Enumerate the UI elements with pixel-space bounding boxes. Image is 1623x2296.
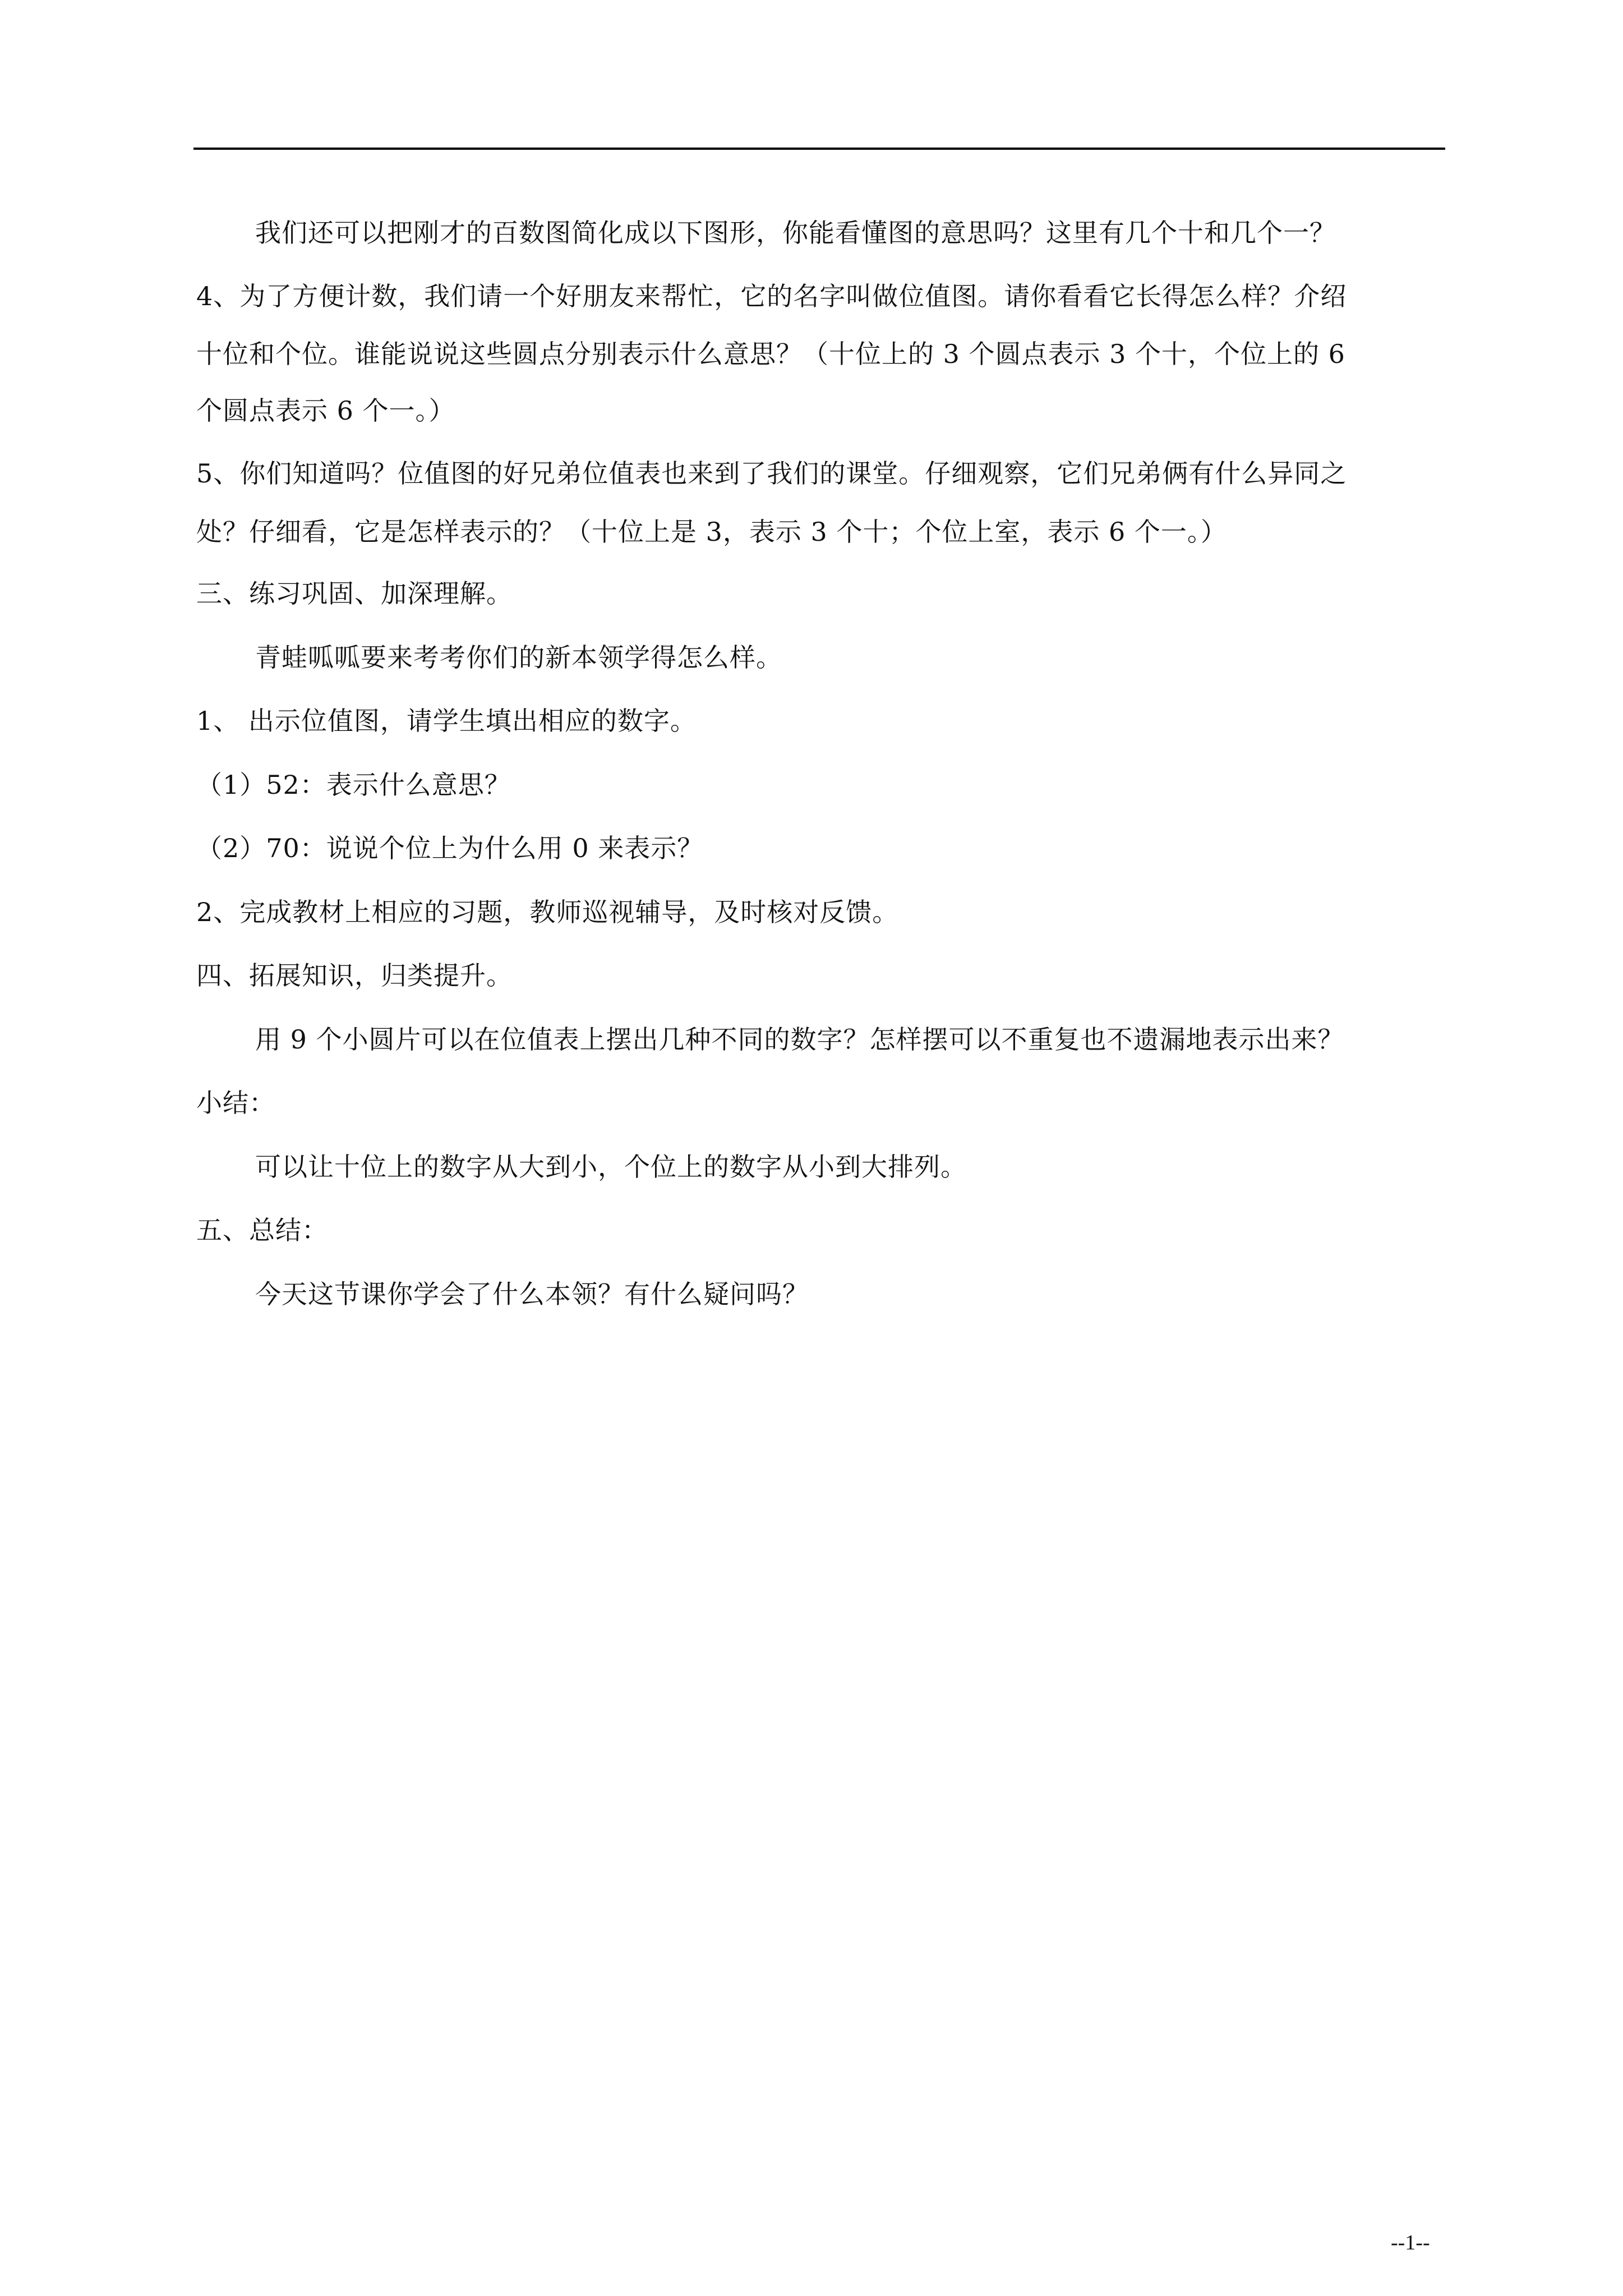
paragraph-exercise-1-a: （1）52：表示什么意思？ [196, 770, 511, 800]
section-heading-practice: 三、练习巩固、加深理解。 [196, 578, 513, 609]
paragraph-simplified-figure: 我们还可以把刚才的百数图简化成以下图形，你能看懂图的意思吗？这里有几个十和几个一？ [255, 218, 1336, 248]
page-number: --1-- [1391, 2231, 1430, 2254]
paragraph-summary-label: 小结： [196, 1088, 275, 1118]
paragraph-exercise-2: 2、完成教材上相应的习题，教师巡视辅导，及时核对反馈。 [196, 897, 899, 927]
paragraph-step-4: 4、为了方便计数，我们请一个好朋友来帮忙，它的名字叫做位值图。请你看看它长得怎么样？介绍 [196, 281, 1347, 311]
paragraph-step-5: 5、你们知道吗？位值图的好兄弟位值表也来到了我们的课堂。仔细观察，它们兄弟俩有什么异同之 [196, 458, 1347, 489]
paragraph-conclusion: 今天这节课你学会了什么本领？有什么疑问吗？ [255, 1279, 809, 1309]
paragraph-frog-intro: 青蛙呱呱要来考考你们的新本领学得怎么样。 [255, 642, 782, 673]
paragraph-exercise-1-b: （2）70：说说个位上为什么用 0 来表示？ [196, 833, 704, 863]
paragraph-step-4-cont: 十位和个位。谁能说说这些圆点分别表示什么意思？（十位上的 3 个圆点表示 3 个十，个位上的 6 [196, 339, 1345, 369]
paragraph-nine-discs: 用 9 个小圆片可以在位值表上摆出几种不同的数字？怎样摆可以不重复也不遗漏地表示出来？ [255, 1024, 1344, 1055]
section-heading-extension: 四、拓展知识，归类提升。 [196, 960, 513, 991]
paragraph-step-5-cont: 处？仔细看，它是怎样表示的？（十位上是 3，表示 3 个十；个位上室，表示 6 个一。） [196, 517, 1227, 547]
paragraph-step-4-end: 个圆点表示 6 个一。） [196, 395, 455, 426]
paragraph-summary-text: 可以让十位上的数字从大到小，个位上的数字从小到大排列。 [255, 1152, 967, 1182]
paragraph-exercise-1: 1、 出示位值图，请学生填出相应的数字。 [196, 706, 697, 736]
header-rule [193, 148, 1445, 150]
section-heading-conclusion: 五、总结： [196, 1215, 328, 1245]
